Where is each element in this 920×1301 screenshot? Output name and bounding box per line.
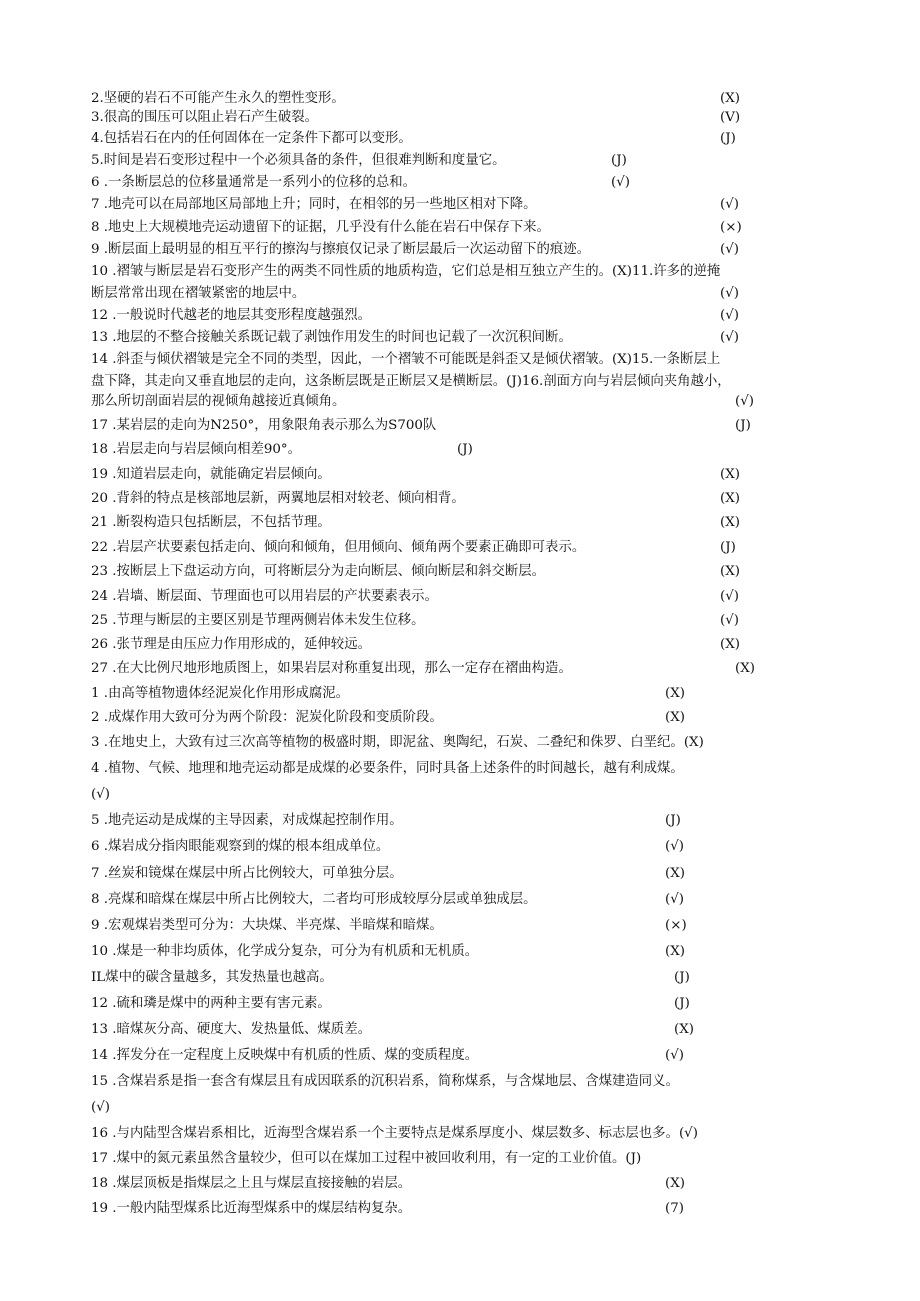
answer-mark: (√): [720, 308, 739, 323]
answer-line: [91, 966, 836, 990]
answer-line: [91, 1070, 836, 1094]
line-text: (√): [91, 787, 110, 802]
answer-mark: (√): [720, 589, 739, 604]
line-text: 2.坚硬的岩石不可能产生永久的塑性变形。: [91, 91, 345, 106]
line-text: 2 .成煤作用大致可分为两个阶段：泥炭化阶段和变质阶段。: [91, 710, 443, 725]
line-text: 18 .岩层走向与岩层倾向相差90°。: [91, 442, 301, 457]
answer-line: [91, 757, 836, 781]
line-text: 18 .煤层顶板是指煤层之上且与煤层直接接触的岩层。: [91, 1176, 412, 1191]
answer-mark: (X): [735, 661, 755, 676]
answer-mark: (√): [665, 1048, 684, 1063]
answer-mark: (√): [611, 175, 630, 190]
answer-mark: (J): [611, 153, 627, 168]
line-text: 7 .丝炭和镜煤在煤层中所占比例较大，可单独分层。: [91, 866, 403, 881]
answer-mark: (X): [720, 491, 740, 506]
line-text: 19 .一般内陆型煤系比近海型煤系中的煤层结构复杂。: [91, 1201, 412, 1216]
answer-line: [91, 609, 836, 633]
line-text: 14 .挥发分在一定程度上反映煤中有机质的性质、煤的变质程度。: [91, 1048, 479, 1063]
line-text: 3 .在地史上，大致有过三次高等植物的极盛时期，即泥盆、奥陶纪，石炭、二叠纪和侏罗、白垩纪。(X): [91, 735, 704, 750]
line-text: 6 .煤岩成分指肉眼能观察到的煤的根本组成单位。: [91, 839, 390, 854]
line-text: 23 .按断层上下盘运动方向，可将断层分为走向断层、倾向断层和斜交断层。: [91, 564, 546, 579]
line-text: (√): [91, 1100, 110, 1115]
line-text: 16 .与内陆型含煤岩系相比，近海型含煤岩系一个主要特点是煤系厚度小、煤层数多、标志层也多。(√): [91, 1126, 698, 1141]
answer-mark: (X): [720, 637, 740, 652]
answer-line: [91, 657, 836, 681]
answer-line: [91, 536, 836, 560]
answer-mark: (X): [665, 1176, 685, 1191]
answer-line: [91, 992, 836, 1016]
line-text: 25 .节理与断层的主要区别是节理两侧岩体未发生位移。: [91, 613, 425, 628]
answer-mark: (J): [674, 970, 690, 985]
line-text: 5.时间是岩石变形过程中一个必须具备的条件，但很难判断和度量它。: [91, 153, 506, 168]
line-text: 17 .某岩层的走向为N250°，用象限角表示那么为S700队: [91, 418, 437, 433]
answer-mark: (7): [665, 1201, 684, 1216]
answer-line: [91, 282, 836, 306]
answer-line: [91, 633, 836, 657]
answer-mark: (X): [674, 1022, 694, 1037]
line-text: 5 .地壳运动是成煤的主导因素，对成煤起控制作用。: [91, 813, 403, 828]
answer-mark: (J): [674, 996, 690, 1011]
answer-line: [91, 1147, 836, 1171]
line-text: 盘下降，其走向又垂直地层的走向，这条断层既是正断层又是横断层。(J)16.剖面方向与岩层倾向夹角越小，: [91, 374, 731, 389]
answer-line: [91, 1096, 836, 1120]
answer-line: [91, 127, 836, 151]
answer-line: [91, 348, 836, 372]
line-text: 27 .在大比例尺地形地质图上，如果岩层对称重复出现，那么一定存在褶曲构造。: [91, 661, 572, 676]
line-text: 8 .地史上大规模地壳运动遗留下的证据，几乎没有什么能在岩石中保存下来。: [91, 220, 550, 235]
answer-line: [91, 238, 836, 262]
answer-mark: (X): [720, 564, 740, 579]
answer-line: [91, 149, 836, 173]
line-text: 4 .植物、气候、地理和地壳运动都是成煤的必要条件，同时具备上述条件的时间越长，越有利成煤。: [91, 761, 684, 776]
answer-mark: (J): [665, 813, 681, 828]
line-text: 13 .地层的不整合接触关系既记载了剥蚀作用发生的时间也记载了一次沉积间断。: [91, 330, 572, 345]
answer-line: [91, 414, 836, 438]
answer-mark: (J): [720, 131, 736, 146]
line-text: 3.很高的围压可以阻止岩石产生破裂。: [91, 110, 319, 125]
answer-line: [91, 260, 836, 284]
line-text: 10 .煤是一种非均质体，化学成分复杂，可分为有机质和无机质。: [91, 944, 479, 959]
answer-line: [91, 809, 836, 833]
answer-mark: (X): [720, 515, 740, 530]
answer-mark: (X): [665, 944, 685, 959]
line-text: 15 .含煤岩系是指一套含有煤层且有成因联系的沉积岩系，简称煤系，与含煤地层、含煤建造同义。: [91, 1074, 679, 1089]
answer-mark: (X): [665, 686, 685, 701]
line-text: 26 .张节理是由压应力作用形成的，延伸较远。: [91, 637, 371, 652]
answer-line: [91, 326, 836, 350]
answer-line: [91, 438, 836, 462]
line-text: 9 .断层面上最明显的相互平行的擦沟与擦痕仅记录了断层最后一次运动留下的痕迹。: [91, 242, 591, 257]
line-text: 7 .地壳可以在局部地区局部地上升；同时，在相邻的另一些地区相对下降。: [91, 197, 537, 212]
line-text: 19 .知道岩层走向，就能确定岩层倾向。: [91, 467, 331, 482]
answer-line: [91, 1018, 836, 1042]
line-text: 断层常常出现在褶皱紧密的地层中。: [91, 286, 306, 301]
answer-line: [91, 888, 836, 912]
answer-mark: (X): [720, 467, 740, 482]
answer-line: [91, 511, 836, 535]
answer-mark: (X): [720, 91, 740, 106]
answer-mark: (√): [720, 242, 739, 257]
answer-line: [91, 835, 836, 859]
line-text: 24 .岩墙、断层面、节理面也可以用岩层的产状要素表示。: [91, 589, 438, 604]
line-text: 9 .宏观煤岩类型可分为：大块煤、半亮煤、半暗煤和暗煤。: [91, 918, 443, 933]
answer-line: [91, 940, 836, 964]
answer-mark: (×): [720, 220, 742, 235]
answer-line: [91, 487, 836, 511]
answer-line: [91, 682, 836, 706]
line-text: 13 .暗煤灰分高、硬度大、发热量低、煤质差。: [91, 1022, 371, 1037]
line-text: 21 .断裂构造只包括断层，不包括节理。: [91, 515, 331, 530]
answer-line: [91, 706, 836, 730]
answer-mark: (√): [720, 286, 739, 301]
answer-line: [91, 1122, 836, 1146]
line-text: 10 .褶皱与断层是岩石变形产生的两类不同性质的地质构造，它们总是相互独立产生的。(X)11.许多的逆掩: [91, 264, 721, 279]
answer-mark: (J): [735, 418, 751, 433]
answer-line: [91, 914, 836, 938]
answer-line: [91, 193, 836, 217]
answer-mark: (V): [720, 110, 741, 125]
line-text: 17 .煤中的氮元素虽然含量较少，但可以在煤加工过程中被回收利用，有一定的工业价值。(J): [91, 1151, 642, 1166]
line-text: 4.包括岩石在内的任何固体在一定条件下都可以变形。: [91, 131, 412, 146]
answer-line: [91, 304, 836, 328]
answer-mark: (X): [665, 710, 685, 725]
answer-line: [91, 1197, 836, 1221]
answer-mark: (J): [720, 540, 736, 555]
answer-mark: (√): [735, 394, 754, 409]
line-text: 22 .岩层产状要素包括走向、倾向和倾角，但用倾向、倾角两个要素正确即可表示。: [91, 540, 586, 555]
answer-mark: (×): [665, 918, 687, 933]
answer-line: [91, 463, 836, 487]
answer-line: [91, 1044, 836, 1068]
answer-mark: (J): [457, 442, 473, 457]
answer-line: [91, 390, 836, 414]
answer-line: [91, 171, 836, 195]
line-text: 14 .斜歪与倾伏褶皱是完全不同的类型，因此，一个褶皱不可能既是斜歪又是倾伏褶皱。(X)15.一条断层上: [91, 352, 721, 367]
answer-mark: (X): [665, 866, 685, 881]
answer-line: [91, 731, 836, 755]
answer-line: [91, 862, 836, 886]
line-text: IL煤中的碳含量越多，其发热量也越高。: [91, 970, 333, 985]
answer-mark: (√): [720, 330, 739, 345]
answer-line: [91, 1172, 836, 1196]
answer-mark: (√): [720, 197, 739, 212]
line-text: 8 .亮煤和暗煤在煤层中所占比例较大，二者均可形成较厚分层或单独成层。: [91, 892, 537, 907]
answer-mark: (√): [665, 892, 684, 907]
line-text: 12 .硫和璘是煤中的两种主要有害元素。: [91, 996, 331, 1011]
answer-line: [91, 216, 836, 240]
line-text: 20 .背斜的特点是核部地层新，两翼地层相对较老、倾向相背。: [91, 491, 465, 506]
answer-line: [91, 560, 836, 584]
line-text: 12 .一般说时代越老的地层其变形程度越强烈。: [91, 308, 371, 323]
answer-line: [91, 783, 836, 807]
answer-line: [91, 585, 836, 609]
line-text: 6 .一条断层总的位移量通常是一系列小的位移的总和。: [91, 175, 417, 190]
answer-mark: (√): [665, 839, 684, 854]
answer-mark: (√): [720, 613, 739, 628]
line-text: 那么所切剖面岩层的视倾角越接近真倾角。: [91, 394, 346, 409]
line-text: 1 .由高等植物遗体经泥炭化作用形成腐泥。: [91, 686, 350, 701]
